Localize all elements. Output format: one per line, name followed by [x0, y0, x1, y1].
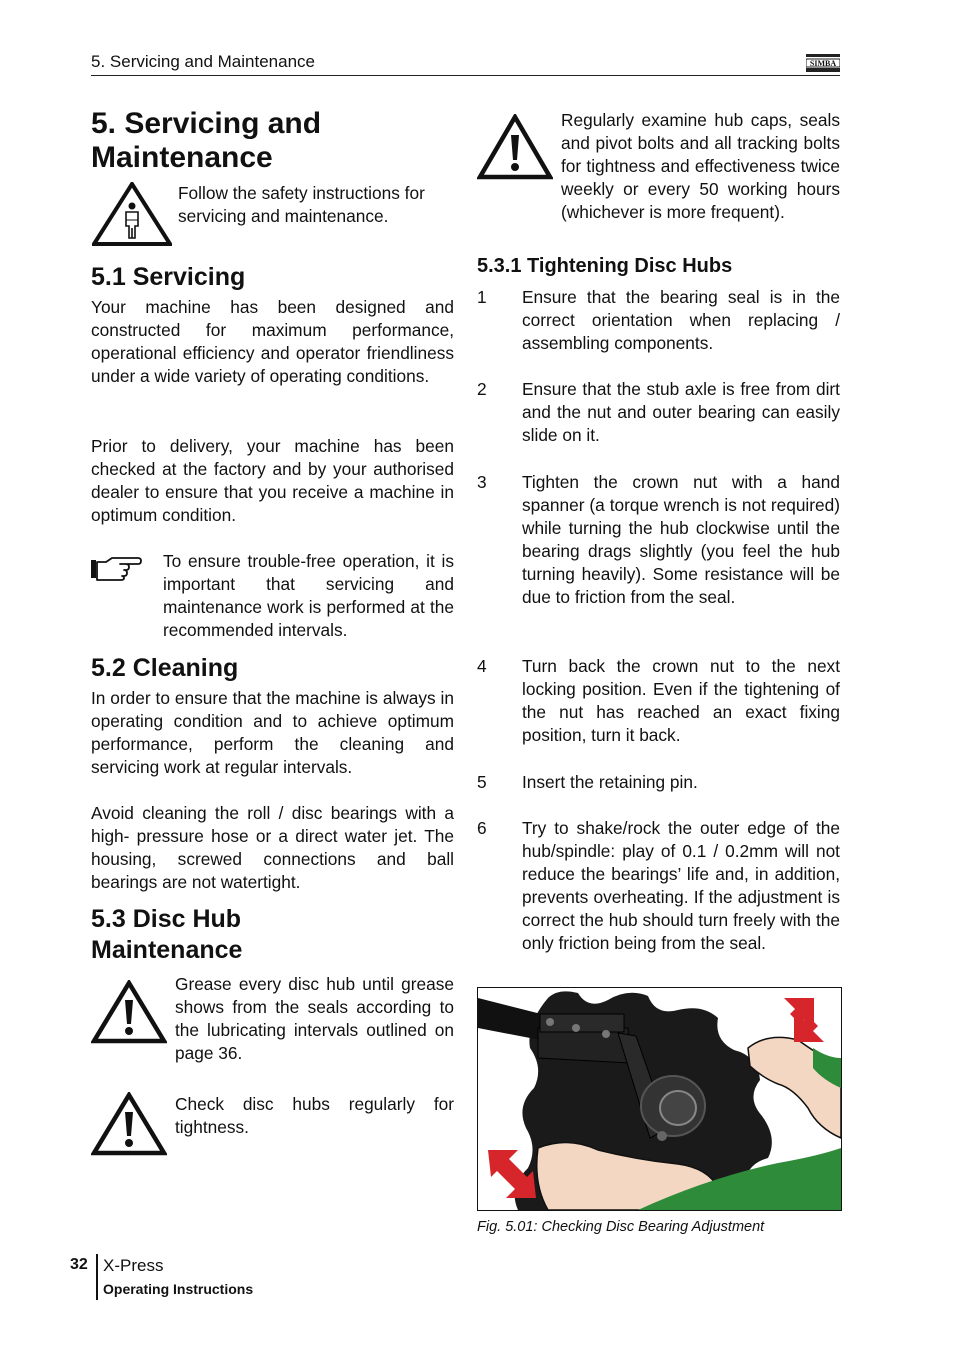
step-number: 5: [477, 772, 487, 792]
warning-exclamation-icon: [91, 1092, 167, 1156]
figure-caption: Fig. 5.01: Checking Disc Bearing Adjustment: [477, 1219, 765, 1235]
section-5-3-heading-line-2: Maintenance: [91, 936, 243, 964]
pointing-hand-icon: [90, 556, 142, 582]
step-number: 6: [477, 818, 487, 838]
step-number: 2: [477, 379, 487, 399]
section-5-1-heading: 5.1 Servicing: [91, 263, 246, 291]
footer-product-name: X-Press: [103, 1256, 164, 1275]
section-5-2-heading: 5.2 Cleaning: [91, 654, 239, 682]
section-5-2-paragraph-1: In order to ensure that the machine is always in operating condition and to achieve optimum performance, perform the cleaning and servicing work at regular intervals.: [91, 688, 454, 777]
step-number: 3: [477, 472, 487, 492]
warning-exclamation-icon: [477, 114, 553, 180]
section-5-3-heading-line-1: 5.3 Disc Hub: [91, 905, 242, 933]
warning-person-icon: [92, 182, 172, 246]
section-5-1-note: To ensure trouble-free operation, it is important that servicing and maintenance work is performed at the recommended intervals.: [163, 551, 454, 640]
step-text: Ensure that the bearing seal is in the correct orientation when replacing / assembling components.: [522, 287, 840, 353]
logo-text: SIMBA: [809, 59, 837, 68]
running-header: 5. Servicing and Maintenance: [91, 52, 315, 71]
section-5-3-warning-2: Check disc hubs regularly for tightness.: [175, 1094, 454, 1137]
section-5-1-paragraph-2: Prior to delivery, your machine has been checked at the factory and by your authorised dealer to ensure that you receive a machine in optimum condition.: [91, 436, 454, 525]
section-5-3-warning-1: Grease every disc hub until grease shows from the seals according to the lubricating intervals outlined on page 36.: [175, 974, 454, 1063]
footer-subtitle: Operating Instructions: [103, 1281, 254, 1297]
simba-logo: [806, 54, 840, 72]
header-rule: [91, 75, 840, 76]
step-text: Turn back the crown nut to the next locking position. Even if the tightening of the nut has reached an exact fixing position, turn it back.: [522, 656, 840, 745]
step-text: Try to shake/rock the outer edge of the hub/spindle: play of 0.1 / 0.2mm will not reduce the bearings’ life and, in addition, prevents overheating. If the adjustment is correct the hub should turn freely with the only friction being from the seal.: [522, 818, 840, 953]
warning-exclamation-icon: [91, 980, 167, 1044]
section-5-2-paragraph-2: Avoid cleaning the roll / disc bearings with a high- pressure hose or a direct water jet. The housing, screwed connections and ball bearings are not watertight.: [91, 803, 454, 892]
hub-inspection-warning: Regularly examine hub caps, seals and pivot bolts and all tracking bolts for tightness and effectiveness twice weekly or every 50 working hours (whichever is more frequent).: [561, 110, 840, 222]
step-text: Ensure that the stub axle is free from dirt and the nut and outer bearing can easily slide on it.: [522, 379, 840, 445]
section-5-1-paragraph-1: Your machine has been designed and constructed for maximum performance, operational efficiency and operator friendliness under a wide variety of operating conditions.: [91, 297, 454, 386]
step-text: Tighten the crown nut with a hand spanner (a torque wrench is not required) while turning the hub clockwise until the bearing drags slightly (you feel the hub turning heavily). Some resistance will be due to friction from the seal.: [522, 472, 840, 607]
main-title: 5. Servicing and Maintenance: [91, 107, 322, 174]
page-number: 32: [70, 1256, 88, 1273]
footer-divider: [96, 1254, 98, 1300]
step-number: 1: [477, 287, 487, 307]
intro-safety-text: Follow the safety instructions for servicing and maintenance.: [178, 183, 425, 226]
section-5-3-1-heading: 5.3.1 Tightening Disc Hubs: [477, 255, 733, 277]
step-text: Insert the retaining pin.: [522, 772, 698, 792]
step-number: 4: [477, 656, 487, 676]
figure-disc-bearing-check: [477, 987, 842, 1211]
